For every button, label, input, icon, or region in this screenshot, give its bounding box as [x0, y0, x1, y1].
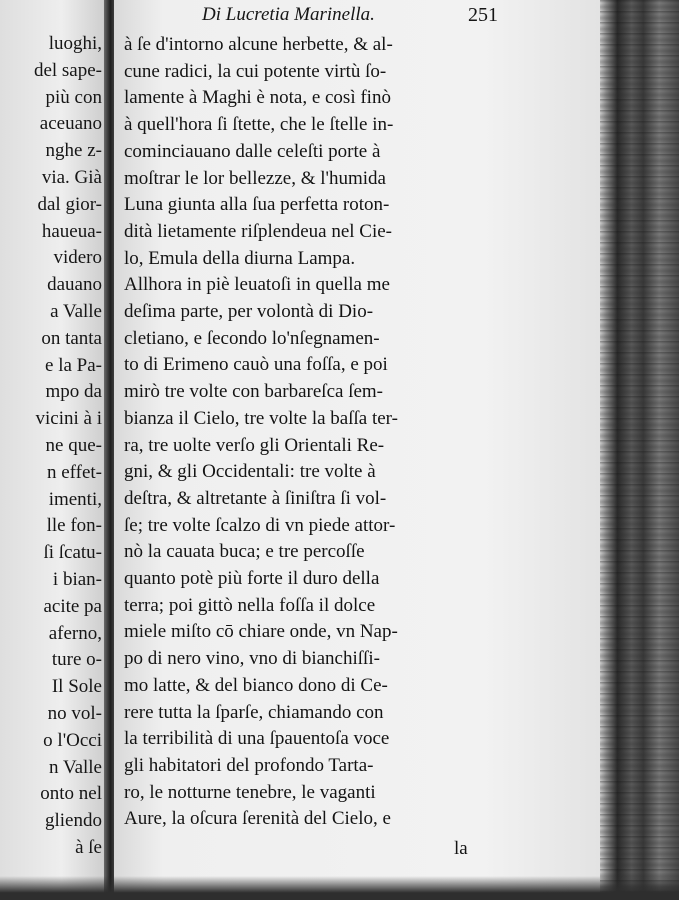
left-page-fragment: no vol-	[47, 703, 102, 724]
text-line: terra; poi gittò nella foſſa il dolce	[124, 594, 376, 616]
text-line: à quell'hora ſi ſtette, che le ſtelle in-	[124, 114, 394, 136]
left-page-fragment: a Valle	[50, 301, 102, 322]
left-page-fragment: videro	[53, 247, 102, 269]
catchword: la	[454, 838, 468, 859]
text-line: cominciauano dalle celeſti porte à	[124, 140, 381, 162]
text-line: lamente à Maghi è nota, e così finò	[124, 87, 391, 109]
left-page-fragment: luoghi,	[48, 33, 102, 54]
text-line: cletiano, e ſecondo lo'nſegnamen-	[124, 327, 380, 349]
left-page-fragment: on tanta	[41, 327, 102, 349]
left-page-fragment: più con	[45, 86, 102, 108]
page-edge	[600, 0, 679, 900]
text-line: Allhora in piè leuatoſi in quella me	[124, 274, 390, 296]
left-page-fragment: ne que-	[45, 435, 102, 456]
left-page-fragment: aceuano	[39, 113, 102, 135]
text-line: gni, & gli Occidentali: tre volte à	[124, 461, 376, 483]
left-page-fragment: ture o-	[51, 649, 102, 671]
text-line: miele miſto cō chiare onde, vn Nap-	[124, 621, 398, 643]
text-line: mo latte, & del bianco dono di Ce-	[124, 674, 388, 696]
text-line: moſtrar le lor bellezze, & l'humida	[124, 167, 386, 189]
left-page-fragment: gliendo	[45, 810, 102, 832]
left-page-fragment: imenti,	[48, 488, 102, 510]
left-page-fragment: n Valle	[49, 756, 102, 778]
text-line: deſima parte, per volontà di Dio-	[124, 301, 374, 322]
text-line: Luna giunta alla ſua perfetta roton-	[124, 194, 390, 216]
running-head: Di Lucretia Marinella.	[202, 4, 375, 25]
left-page-fragment: dauano	[47, 274, 102, 296]
text-line: gli habitatori del profondo Tarta-	[124, 754, 374, 776]
text-line: rere tutta la ſparſe, chiamando con	[124, 701, 384, 723]
right-page	[114, 0, 606, 900]
text-line: deſtra, & altretante à ſiniſtra ſi vol-	[124, 487, 387, 509]
text-line: ſe; tre volte ſcalzo di vn piede attor-	[124, 514, 396, 536]
left-page-fragment: via. Già	[41, 167, 102, 188]
left-page-fragment: e la Pa-	[45, 354, 102, 376]
text-line: ro, le notturne tenebre, le vaganti	[124, 781, 376, 803]
left-page-fragment: Il Sole	[51, 676, 102, 698]
text-line: cune radici, la cui potente virtù ſo-	[124, 60, 387, 82]
left-page-fragment: aferno,	[48, 622, 102, 644]
text-line: bianza il Cielo, tre volte la baſſa ter-	[124, 407, 398, 429]
left-page-fragment: n effet-	[46, 461, 102, 483]
text-line: lo, Emula della diurna Lampa.	[124, 247, 356, 269]
left-page-fragment: i bian-	[52, 569, 102, 590]
left-page-fragment: vicini à i	[35, 408, 102, 430]
text-line: à ſe d'intorno alcune herbette, & al-	[124, 34, 393, 55]
left-page-fragment: haueua-	[41, 220, 102, 242]
bottom-shadow	[0, 876, 679, 900]
left-page-fragment: nghe z-	[45, 140, 102, 162]
left-page	[0, 0, 112, 900]
left-page-fragment: à ſe	[75, 837, 102, 858]
left-page-fragment: ſi ſcatu-	[43, 542, 102, 564]
left-page-fragment: o l'Occi	[43, 729, 102, 751]
text-line: quanto potè più forte il duro della	[124, 568, 380, 589]
left-page-fragment: acite pa	[43, 595, 102, 617]
text-line: po di nero vino, vno di bianchiſſi-	[124, 648, 380, 670]
text-line: ra, tre uolte verſo gli Orientali Re-	[124, 434, 385, 456]
left-page-fragment: dal gior-	[37, 193, 102, 215]
page-number: 251	[468, 4, 498, 26]
left-page-fragment: lle fon-	[46, 515, 102, 537]
text-line: to di Erimeno cauò una foſſa, e poi	[124, 354, 388, 376]
text-line: Aure, la oſcura ſerenità del Cielo, e	[124, 808, 391, 830]
text-line: dità lietamente riſplendeua nel Cie-	[124, 220, 393, 242]
left-page-fragment: mpo da	[45, 381, 102, 403]
left-page-fragment: onto nel	[40, 783, 102, 805]
text-line: mirò tre volte con barbareſca ſem-	[124, 381, 384, 403]
left-page-fragment: del sape-	[33, 59, 102, 81]
text-line: la terribilità di una ſpauentoſa voce	[124, 728, 390, 750]
text-line: nò la cauata buca; e tre percoſſe	[124, 541, 365, 563]
